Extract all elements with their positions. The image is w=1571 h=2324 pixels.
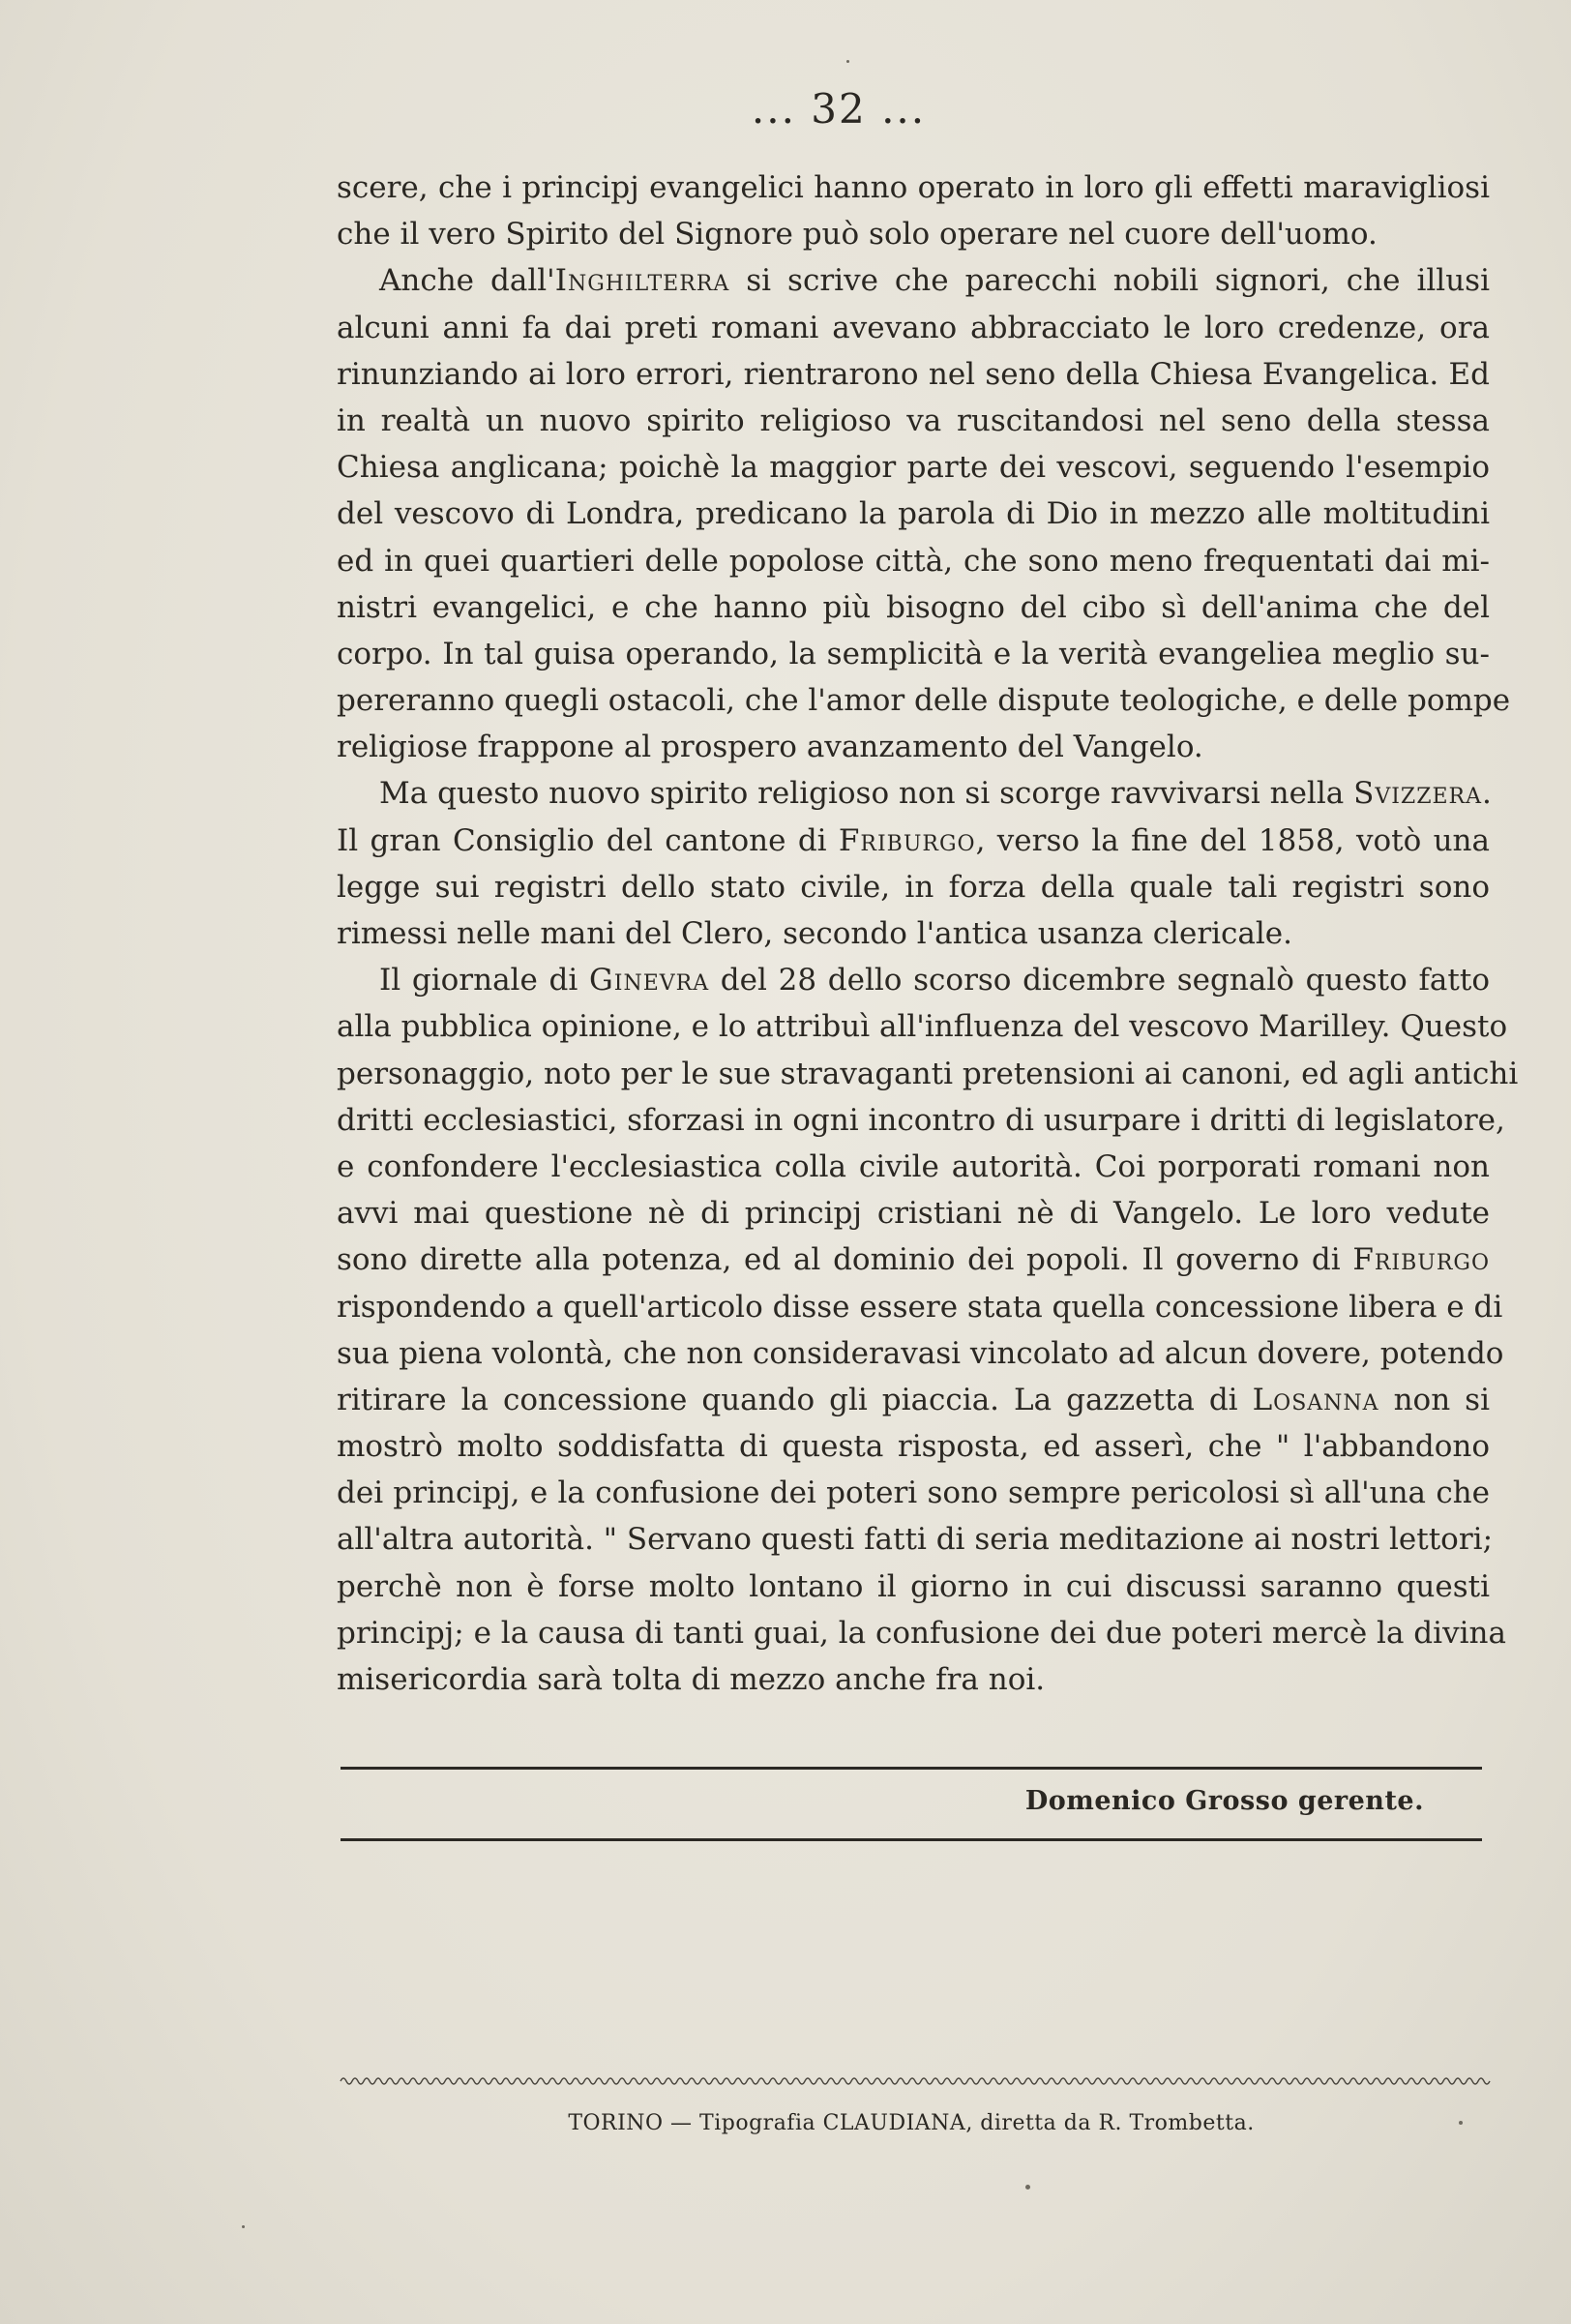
text-line [337,770,1490,817]
text-segment: corpo. In tal guisa operando, la semplicità e la verità evangeliea meglio su- [337,636,1490,671]
text-line [337,1051,1519,1097]
text-line [337,444,1490,491]
text-segment: sua piena volontà, che non consideravasi vincolato ad alcun dovere, potendo [337,1335,1504,1371]
text-segment: alcuni anni fa dai preti romani avevano abbracciato le loro credenze, ora [337,310,1490,345]
text-segment: Ma questo nuovo spirito religioso non si scorge ravvivarsi nella [379,776,1354,812]
text-segment: Il giornale di [379,963,589,998]
text-segment: e confondere l'ecclesiastica colla civile autorità. Coi porporati romani non [337,1148,1490,1184]
text-line [337,164,1490,211]
text-line [337,1003,1508,1050]
place-name: Friburgo [1352,1242,1490,1278]
wavy-ornament-rule [341,2072,1482,2090]
paper-speck [1025,2185,1030,2190]
place-name: Friburgo [838,822,976,858]
text-segment: perchè non è forse molto lontano il giorno in cui discussi saranno questi [337,1568,1490,1604]
place-name: Inghilterra [554,263,730,299]
text-segment: principj; e la causa di tanti guai, la confusione dei due poteri mercè la divina [337,1615,1506,1651]
text-segment: misericordia sarà tolta di mezzo anche fra noi. [337,1662,1046,1697]
text-segment: nistri evangelici, e che hanno più bisogno del cibo sì dell'anima che del [337,589,1490,625]
paper-speck [242,2225,245,2228]
text-line [337,1423,1490,1470]
text-segment: alla pubblica opinione, e lo attribuì all'influenza del vescovo Marilley. Questo [337,1009,1508,1045]
text-segment: mostrò molto soddisfatta di questa risposta, ed asserì, che " l'abbandono [337,1429,1490,1465]
text-line [337,1564,1490,1610]
text-segment: ritirare la concessione quando gli piaccia. La gazzetta di [337,1382,1253,1417]
text-segment: ed in quei quartieri delle popolose città, che sono meno frequentati dai mi- [337,543,1490,579]
place-name: Ginevra [588,963,710,998]
text-line [337,538,1490,584]
text-segment: sono dirette alla potenza, ed al dominio dei popoli. Il governo di [337,1242,1353,1278]
text-segment: avvi mai questione nè di principj cristiani nè di Vangelo. Le loro vedute [337,1196,1490,1232]
text-line [337,1097,1505,1144]
text-line [337,957,1490,1003]
top-rule [341,1767,1482,1770]
text-line [337,1190,1490,1236]
text-segment: dei principj, e la confusione dei poteri sono sempre pericolosi sì all'una che [337,1475,1490,1511]
paper-speck [1459,2121,1463,2125]
text-segment: che il vero Spirito del Signore può solo operare nel cuore dell'uomo. [337,217,1378,253]
text-line [337,305,1490,351]
text-line [337,910,1490,957]
text-line [337,724,1490,770]
text-line [337,1656,1490,1703]
text-line [337,631,1490,677]
page-number: ... 32 ... [751,85,927,133]
text-line [337,1470,1490,1516]
text-line [337,398,1490,444]
text-segment: del vescovo di Londra, predicano la parola di Dio in mezzo alle moltitudini [337,496,1490,532]
text-line [337,1144,1490,1190]
text-line [337,1516,1494,1563]
text-line [337,584,1490,631]
text-segment: del 28 dello scorso dicembre segnalò questo fatto [709,963,1490,998]
signature: Domenico Grosso gerente. [1024,1786,1424,1816]
bottom-rule [341,1838,1482,1841]
text-line [337,818,1490,864]
text-segment: non si [1378,1382,1490,1417]
text-segment: rispondendo a quell'articolo disse essere stata quella concessione libera e di [337,1289,1503,1325]
text-line [337,257,1490,304]
text-segment: Chiesa anglicana; poichè la maggior parte dei vescovi, seguendo l'esempio [337,450,1490,486]
text-segment: rimessi nelle mani del Clero, secondo l'antica usanza clericale. [337,916,1293,951]
text-segment: religiose frappone al prospero avanzamento del Vangelo. [337,730,1203,765]
text-segment: in realtà un nuovo spirito religioso va ruscitandosi nel seno della stessa [337,402,1490,438]
text-line [337,1236,1490,1283]
text-segment: , verso la fine del 1858, votò una [975,822,1490,858]
text-segment: Il gran Consiglio del cantone di [337,822,839,858]
place-name: Losanna [1252,1382,1379,1417]
colophon: TORINO — Tipografia CLAUDIANA, diretta da R. Trombetta. [568,2111,1255,2135]
text-line [337,211,1490,257]
text-segment: legge sui registri dello stato civile, in forza della quale tali registri sono [337,869,1490,905]
text-segment: all'altra autorità. " Servano questi fatti di seria meditazione ai nostri lettori; [337,1522,1494,1558]
text-segment: pereranno quegli ostacoli, che l'amor delle dispute teologiche, e delle pompe [337,683,1511,719]
text-segment: Anche dall' [379,263,555,299]
text-line [337,351,1490,398]
text-segment: scere, che i principj evangelici hanno operato in loro gli effetti maravigliosi [337,170,1490,205]
place-name: Svizzera [1353,776,1482,812]
text-segment: dritti ecclesiastici, sforzasi in ogni incontro di usurpare i dritti di legislatore, [337,1102,1505,1138]
body-text [337,164,1519,1703]
text-segment: . [1482,776,1492,812]
paper-speck [846,60,849,63]
text-line [337,864,1490,910]
text-segment: personaggio, noto per le sue stravaganti pretensioni ai canoni, ed agli antichi [337,1056,1519,1091]
text-line [337,1330,1504,1377]
text-line [337,677,1511,724]
text-line [337,1377,1490,1423]
text-line [337,1610,1506,1656]
text-line [337,1284,1503,1330]
text-line [337,491,1490,537]
text-segment: rinunziando ai loro errori, rientrarono nel seno della Chiesa Evangelica. Ed [337,356,1490,392]
text-segment: si scrive che parecchi nobili signori, che illusi [729,263,1491,299]
